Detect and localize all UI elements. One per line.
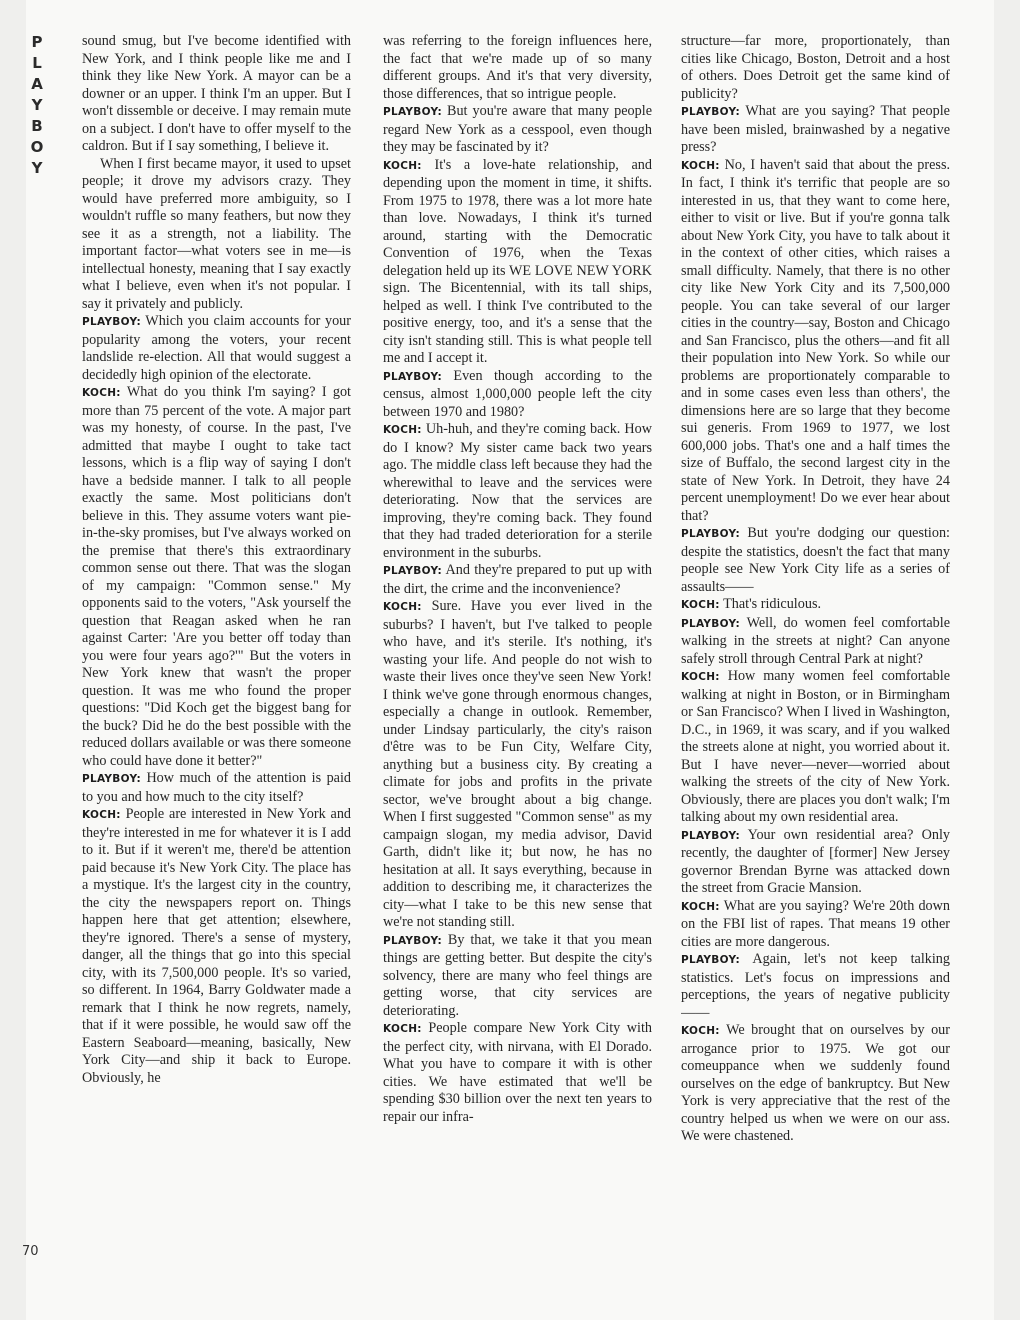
paragraph-text: How many women feel comfortable walking at night in Boston, or in Birmingham or San Francisco? When I lived in Washington, D.C., in 1969, it was scary, and if you walked the streets alone at night, you worried about it. But I have never—never—worried about walking the streets of the city of New York. Obviously, there are places you don't walk; I'm talking about my own residential area. xyxy=(681,668,950,825)
speaker-playboy: PLAYBOY : xyxy=(681,830,740,842)
paragraph-text: People compare New York City with the perfect city, with nirvana, with El Dorado. What you have to compare it with is other cities. We have estimated that we'll be spending $30 billion over the next ten years to repair our infra- xyxy=(383,1020,652,1125)
interview-paragraph xyxy=(681,33,950,103)
interview-paragraph xyxy=(383,562,652,598)
speaker-playboy: PLAYBOY : xyxy=(82,773,141,785)
speaker-playboy: PLAYBOY : xyxy=(82,316,141,328)
speaker-koch: KOCH : xyxy=(82,387,121,399)
interview-paragraph xyxy=(82,384,351,770)
speaker-koch: KOCH : xyxy=(681,901,720,913)
interview-paragraph xyxy=(383,421,652,562)
paragraph-text: What are you saying? We're 20th down on the FBI list of rapes. That means 19 other cities are more dangerous. xyxy=(681,897,950,950)
paragraph-text: sound smug, but I've become identified with New York, and I think people like me and I think they like New York. A mayor can be a downer or an upper. I think I'm an upper. But I won't dissemble or deceive. I may remain mute on a subject. I don't have to offer myself to the caldron. But if I say something, I believe it. xyxy=(82,33,351,154)
paragraph-text: What are you saying? That people have been misled, brainwashed by a negative press? xyxy=(681,103,950,155)
paragraph-text: By that, we take it that you mean things are getting better. But despite the city's solvency, there are many who feel things are getting worse, that city services are deteriorating. xyxy=(383,931,652,1019)
paragraph-text: We brought that on ourselves by our arrogance prior to 1975. We got our comeuppance when we suddenly found ourselves on the edge of bankruptcy. But New York is very appreciative that the rest of the country helped us when we were on our ass. We were chastened. xyxy=(681,1022,950,1144)
masthead-letter: O xyxy=(30,138,44,156)
text-column-3 xyxy=(681,33,950,1265)
paragraph-text: But you're dodging our question: despite the statistics, doesn't the fact that many people see New York City life as a series of assaults—— xyxy=(681,525,950,595)
speaker-playboy: PLAYBOY : xyxy=(681,106,740,118)
interview-paragraph xyxy=(681,615,950,669)
paragraph-text: Well, do women feel comfortable walking in the streets at night? Can anyone safely stroll through Central Park at night? xyxy=(681,614,950,667)
paragraph-text: And they're prepared to put up with the dirt, the crime and the inconvenience? xyxy=(383,562,652,597)
paragraph-text: People are interested in New York and they're interested in me for whatever it is I add to it. But if it weren't me, there'd be attention paid because it's New York City. The place has a mystique. It's the largest city in the country, the city the newspapers report on. Things happen here that get attention; elsewhere, they're ignored. There's a sense of mystery, danger, all the things that go into this special city, with its 7,500,000 people. It's so varied, so different. In 1964, Barry Goldwater made a remark that I think he now regrets, namely, that if it were possible, he would saw off the Eastern Seaboard—meaning, basically, New York City—and ship it back to Europe. Obviously, he xyxy=(82,806,351,1086)
interview-paragraph xyxy=(681,668,950,827)
paragraph-text: How much of the attention is paid to you and how much to the city itself? xyxy=(82,770,351,805)
interview-paragraph xyxy=(681,827,950,898)
interview-paragraph xyxy=(82,806,351,1087)
interview-paragraph xyxy=(681,157,950,526)
paragraph-text: Uh-huh, and they're coming back. How do I know? My sister came back two years ago. The middle class left because they had the wherewithal to leave and the services were deteriorating. Now that the services are improving, they're coming back. They found that they had traded deterioration for a sterile environment in the suburbs. xyxy=(383,421,652,561)
interview-paragraph xyxy=(383,932,652,1021)
interview-paragraph xyxy=(681,951,950,1022)
paragraph-text: Which you claim accounts for your popularity among the voters, your recent landslide re-election. All that would suggest a decidedly high opinion of the electorate. xyxy=(82,313,351,383)
interview-paragraph xyxy=(383,103,652,157)
paragraph-text: That's ridiculous. xyxy=(723,596,822,612)
paragraph-text: Again, let's not keep talking statistics. Let's focus on impressions and perceptions, the years of negative publicity—— xyxy=(681,951,950,1021)
paragraph-text: was referring to the foreign influences here, the fact that we're made up of so many different groups. And it's that very diversity, those differences, that so intrigue people. xyxy=(383,33,652,102)
speaker-playboy: PLAYBOY : xyxy=(681,528,740,540)
speaker-playboy: PLAYBOY : xyxy=(681,618,740,630)
masthead-letter: A xyxy=(31,75,43,93)
speaker-koch: KOCH : xyxy=(383,160,422,172)
interview-paragraph xyxy=(383,1020,652,1126)
text-column-1 xyxy=(82,33,351,1265)
speaker-koch: KOCH : xyxy=(681,160,720,172)
masthead-letter: P xyxy=(31,33,43,51)
interview-paragraph xyxy=(82,770,351,806)
interview-paragraph xyxy=(681,525,950,596)
interview-paragraph xyxy=(383,598,652,932)
masthead-letter: B xyxy=(31,117,43,135)
speaker-koch: KOCH : xyxy=(82,809,121,821)
speaker-playboy: PLAYBOY : xyxy=(383,565,442,577)
masthead-letter: L xyxy=(32,54,42,72)
paragraph-text: Even though according to the census, almost 1,000,000 people left the city between 1970 and 1980? xyxy=(383,367,652,420)
speaker-playboy: PLAYBOY : xyxy=(383,935,442,947)
interview-paragraph xyxy=(681,1022,950,1146)
paragraph-text: Your own residential area? Only recently, the daughter of [former] New Jersey governor Brendan Byrne was attacked down the street from Gracie Mansion. xyxy=(681,826,950,896)
interview-paragraph xyxy=(681,898,950,952)
interview-paragraph xyxy=(383,33,652,103)
speaker-koch: KOCH : xyxy=(383,424,422,436)
interview-paragraph xyxy=(82,33,351,156)
paragraph-text: What do you think I'm saying? I got more than 75 percent of the vote. A major part was my honesty, of course. In the past, I've admitted that maybe I ought to take tact lessons, which is a flip way of saying I don't have a bedside manner. I talk to all people exactly the same. Most politicians don't believe in this. They assume voters want pie-in-the-sky promises, but I've always worked on the premise that there's this extraordinary common sense out there. That was the slogan of my campaign: "Common sense." My opponents said to the voters, "Ask yourself the question that Reagan asked when he ran against Carter: 'Are you better off today than you were four years ago?'" But the voters in New York knew that wasn't the proper question. It was me who found the proper questions: "Did Koch get the biggest bang for the buck? Did he do the best possible with the reduced dollars available or was there someone who could have done it better?" xyxy=(82,384,351,769)
speaker-koch: KOCH : xyxy=(383,601,422,613)
interview-paragraph xyxy=(383,368,652,422)
paragraph-text: But you're aware that many people regard New York as a cesspool, even though they may be fascinated by it? xyxy=(383,103,652,155)
text-column-2 xyxy=(383,33,652,1265)
paragraph-text: When I first became mayor, it used to upset people; it drove my advisors crazy. They would have preferred more ambiguity, so I wouldn't ruffle so many feathers, but now they see it as a strength, not a liability. The important factor—what voters see in me—is intellectual honesty, meaning that I say exactly what I believe, even when it's not popular. I say it privately and publicly. xyxy=(82,155,351,312)
paragraph-text: structure—far more, proportionately, than cities like Chicago, Boston, Detroit and a host of others. Does Detroit get the same kind of publicity? xyxy=(681,33,950,102)
interview-paragraph xyxy=(82,313,351,384)
magazine-masthead-vertical xyxy=(26,32,48,179)
interview-paragraph xyxy=(681,103,950,157)
masthead-letter: Y xyxy=(31,159,43,177)
paragraph-text: No, I haven't said that about the press. In fact, I think it's terrific that people are so interested in us, that they want to come here, either to visit or live. But if you're gonna talk about New York City, you have to talk about it in the context of other cities, which raises a small difficulty. Namely, that there is no other city like New York City and its 7,500,000 people. You can take several of our larger cities in the country—say, Boston and Chicago and San Francisco, plus the others—and fit all their population into New York. So while our problems are proportionately comparable to and in some cases even less than others', the dimensions here are so large that they become sui generis. From 1969 to 1977, we lost 600,000 jobs. That's one and a half times the size of Buffalo, the second largest city in the state of New York. In Detroit, they have 24 percent unemployment! Do we ever hear about that? xyxy=(681,156,950,524)
speaker-playboy: PLAYBOY : xyxy=(383,106,442,118)
paragraph-text: Sure. Have you ever lived in the suburbs? I haven't, but I've talked to people who have, and it's sterile. It's nothing, it's wasting your life. And people do not wish to waste their lives once they've seen New York! I think we've gone through enormous changes, especially a change in outlook. Remember, under Lindsay particularly, the city's raison d'être was to be Fun City, Welfare City, anything but a business city. By creating a climate for jobs and profits in the private sector, we've brought about a big change. When I first suggested "Common sense" as my campaign slogan, my media advisor, David Garth, didn't like it; but now, he has no hesitation at all. It says everything, because in addition to describing me, it characterizes the city—what I take to be this new sense that we're not standing still. xyxy=(383,598,652,930)
speaker-playboy: PLAYBOY : xyxy=(681,954,740,966)
interview-paragraph xyxy=(383,157,652,368)
speaker-koch: KOCH : xyxy=(681,671,720,683)
speaker-koch: KOCH : xyxy=(681,599,720,611)
speaker-koch: KOCH : xyxy=(681,1025,720,1037)
speaker-playboy: PLAYBOY : xyxy=(383,371,442,383)
masthead-letter: Y xyxy=(31,96,43,114)
page-number: 70 xyxy=(22,1244,39,1259)
paragraph-text: It's a love-hate relationship, and depending upon the moment in time, it shifts. From 1975 to 1978, there was a lot more hate than love. Nowadays, I think it's turned around, starting with the Democratic Convention of 1976, when the Texas delegation held up its WE LOVE NEW YORK sign. The Bicentennial, with its tall ships, helped as well. I think I've contributed to the positive energy, too, and it's a sense that the city isn't standing still. This is what people tell me and I accept it. xyxy=(383,156,652,366)
interview-paragraph xyxy=(681,596,950,615)
speaker-koch: KOCH : xyxy=(383,1023,422,1035)
interview-paragraph xyxy=(82,156,351,314)
